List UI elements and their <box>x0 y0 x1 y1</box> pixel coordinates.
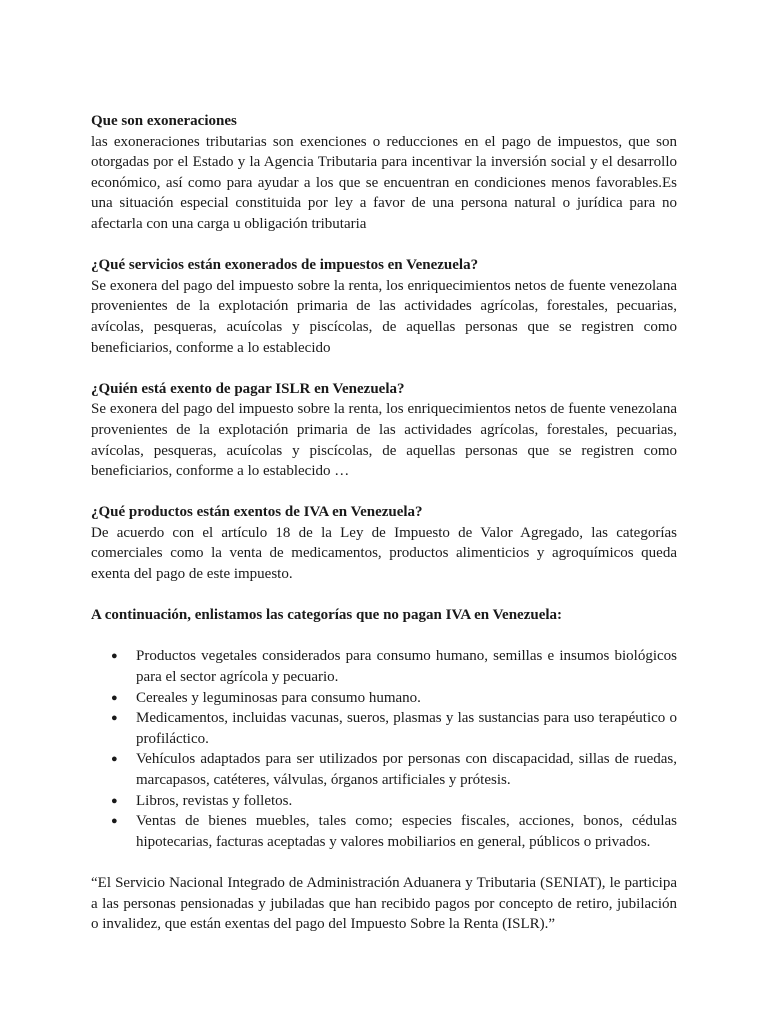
bullet-list <box>91 646 677 852</box>
seniat-quote: “El Servicio Nacional Integrado de Administración Aduanera y Tributaria (SENIAT), le participa a las personas pensionadas y jubiladas que han recibido pagos por concepto de retiro, jubilación o invalidez, que están exentas del pago del Impuesto Sobre la Renta (ISLR).” <box>91 874 677 933</box>
list-item <box>91 688 677 709</box>
section-heading: Que son exoneraciones <box>91 113 237 129</box>
section-exoneraciones <box>91 111 677 235</box>
bullet-icon: ● <box>111 691 118 704</box>
list-item-text: Ventas de bienes muebles, tales como; especies fiscales, acciones, bonos, cédulas hipotecarias, facturas aceptadas y valores mobiliarios en general, públicos o privados. <box>136 813 677 850</box>
list-item <box>91 749 677 790</box>
list-item-text: Cereales y leguminosas para consumo humano. <box>136 689 421 706</box>
list-item <box>91 811 677 852</box>
section-paragraph: Se exonera del pago del impuesto sobre la renta, los enriquecimientos netos de fuente venezolana provenientes de la explotación primaria de las actividades agrícolas, forestales, pecuarias, avícolas, pesqueras, acuícolas y piscícolas, de aquellas personas que se registren como beneficiarios, conforme a lo establecido … <box>91 401 677 480</box>
section-paragraph: las exoneraciones tributarias son exenciones o reducciones en el pago de impuestos, que son otorgadas por el Estado y la Agencia Tributaria para incentivar la inversión social y el desarrollo económico, así como para ayudar a los que se encuentran en condiciones menos favorables.Es una situación especial constituida por ley a favor de una persona natural o jurídica para no afectarla con una carga u obligación tributaria <box>91 133 677 232</box>
list-item-text: Libros, revistas y folletos. <box>136 792 293 809</box>
section-heading: ¿Quién está exento de pagar ISLR en Venezuela? <box>91 380 405 397</box>
section-paragraph: De acuerdo con el artículo 18 de la Ley de Impuesto de Valor Agregado, las categorías comerciales como la venta de medicamentos, productos alimenticios y agroquímicos queda exenta del pago de este impuesto. <box>91 524 677 583</box>
section-productos-exentos-iva <box>91 502 677 584</box>
bullet-icon: ● <box>111 712 118 725</box>
section-servicios-exonerados <box>91 255 677 358</box>
bullet-icon: ● <box>111 753 118 766</box>
section-exento-islr <box>91 379 677 482</box>
list-item-text: Medicamentos, incluidas vacunas, sueros, plasmas y las sustancias para uso terapéutico o profiláctico. <box>136 710 677 747</box>
bullet-icon: ● <box>111 815 118 828</box>
list-heading: A continuación, enlistamos las categorías que no pagan IVA en Venezuela: <box>91 607 563 624</box>
document-page <box>91 111 677 935</box>
section-heading: ¿Qué productos están exentos de IVA en Venezuela? <box>91 504 423 521</box>
list-item <box>91 791 677 812</box>
section-paragraph: Se exonera del pago del impuesto sobre la renta, los enriquecimientos netos de fuente venezolana provenientes de la explotación primaria de las actividades agrícolas, forestales, pecuarias, avícolas, pesqueras, acuícolas y piscícolas, de aquellas personas que se registren como beneficiarios, conforme a lo establecido <box>91 277 677 356</box>
list-item-text: Productos vegetales considerados para consumo humano, semillas e insumos biológicos para el sector agrícola y pecuario. <box>136 648 677 686</box>
bullet-icon: ● <box>111 650 118 663</box>
bullet-icon: ● <box>111 794 118 807</box>
list-item <box>91 708 677 749</box>
list-item <box>91 646 677 687</box>
section-heading: ¿Qué servicios están exonerados de impuestos en Venezuela? <box>91 257 479 274</box>
list-item-text: Vehículos adaptados para ser utilizados por personas con discapacidad, sillas de ruedas, marcapasos, catéteres, válvulas, órganos artificiales y prótesis. <box>136 751 677 788</box>
